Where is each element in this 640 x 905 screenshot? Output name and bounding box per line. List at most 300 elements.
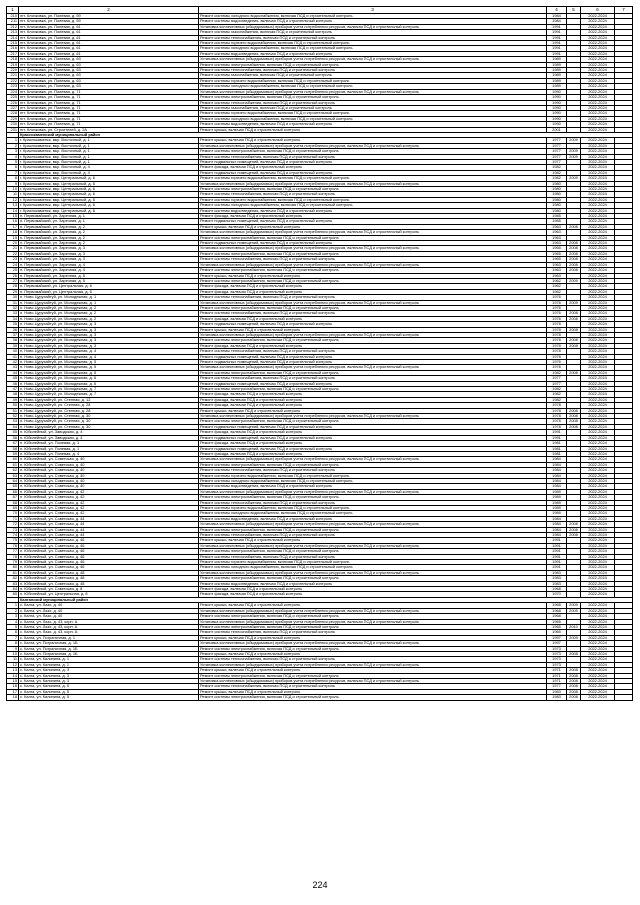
row-address: пгт. Кличковка, ул. Полевая, д. 59 bbox=[19, 14, 199, 19]
row-year-built: 1977 bbox=[547, 154, 567, 159]
row-planned-period: 2022-2024 bbox=[581, 289, 615, 294]
row-year-built: 1989 bbox=[547, 73, 567, 78]
row-address: п. Юбилейный, ул. Советская, д. 40 bbox=[19, 462, 199, 467]
row-work-type: Ремонт фасада, включая ПСД и строительный контроль bbox=[199, 397, 547, 402]
row-work-type: Ремонт системы теплоснабжения, включая ПСД и строительный контроль bbox=[199, 295, 547, 300]
row-year-built: 1977 bbox=[547, 684, 567, 689]
row-year-built: 1962 bbox=[547, 289, 567, 294]
row-planned-period: 2022-2024 bbox=[581, 46, 615, 51]
row-work-type: Ремонт системы водоотведения, включая ПСД и строительный контроль bbox=[199, 122, 547, 127]
header-col-1: 1 bbox=[7, 7, 19, 14]
row-planned-period: 2022-2024 bbox=[581, 332, 615, 337]
row-address: пгт. Кличковка, ул. Полевая, д. 71 bbox=[19, 89, 199, 94]
row-year-built: 1990 bbox=[547, 95, 567, 100]
row-planned-period: 2022-2024 bbox=[581, 630, 615, 635]
row-planned-period: 2022-2024 bbox=[581, 241, 615, 246]
row-work-type: Ремонт системы теплоснабжения, включая ПСД и строительный контроль bbox=[199, 533, 547, 538]
row-number: 48 bbox=[7, 392, 19, 397]
row-year-built: 1978 bbox=[547, 349, 567, 354]
row-year-built: 1982 bbox=[547, 397, 567, 402]
row-work-type: Установка коллективных (общедомовых) приборов учета потребления ресурсов, включая ПСД и строительный контроль bbox=[199, 619, 547, 624]
row-year-built: 1989 bbox=[547, 57, 567, 62]
row-number: 20 bbox=[7, 241, 19, 246]
row-year-built: 1984 bbox=[547, 478, 567, 483]
row-year-built: 1963 bbox=[547, 262, 567, 267]
row-planned-period: 2022-2024 bbox=[581, 24, 615, 29]
row-planned-period: 2022-2024 bbox=[581, 592, 615, 597]
row-planned-period: 2022-2024 bbox=[581, 35, 615, 40]
header-col-2: 2 bbox=[19, 7, 199, 14]
row-work-type: Ремонт крыши, включая ПСД и строительный контроль bbox=[199, 327, 547, 332]
row-address: пгт. Кличковка, ул. Полевая, д. 63 bbox=[19, 73, 199, 78]
row-number: 41 bbox=[7, 354, 19, 359]
row-address: п. Юбилейный, ул. Советская, д. 42 bbox=[19, 505, 199, 510]
row-number: 14 bbox=[7, 208, 19, 213]
row-address: п. Ново-Цурухайтуй, ул. Степная, д. 30 bbox=[19, 419, 199, 424]
row-planned-period: 2022-2024 bbox=[581, 538, 615, 543]
row-planned-period: 2022-2024 bbox=[581, 262, 615, 267]
row-number: 31 bbox=[7, 300, 19, 305]
row-number: 72 bbox=[7, 522, 19, 527]
row-work-type: Ремонт системы теплоснабжения, включая ПСД и строительный контроль bbox=[199, 657, 547, 662]
repair-schedule-table bbox=[6, 6, 633, 701]
row-planned-period: 2022-2024 bbox=[581, 192, 615, 197]
row-last-repair-year: 2008 bbox=[567, 257, 581, 262]
row-work-type: Ремонт системы холодного водоснабжения, включая ПСД и строительный контроль bbox=[199, 565, 547, 570]
row-address: пгт. Кличковка, ул. Полевая, д. 71 bbox=[19, 122, 199, 127]
row-year-built: 1976 bbox=[547, 300, 567, 305]
row-address: п. Ново-Цурухайтуй, ул. Молодежная, д. 2 bbox=[19, 316, 199, 321]
row-planned-period: 2022-2024 bbox=[581, 408, 615, 413]
row-planned-period: 2022-2024 bbox=[581, 500, 615, 505]
row-planned-period: 2022-2024 bbox=[581, 68, 615, 73]
row-number: 75 bbox=[7, 538, 19, 543]
row-number: 18 bbox=[7, 695, 19, 700]
row-planned-period: 2022-2024 bbox=[581, 30, 615, 35]
row-number: 12 bbox=[7, 662, 19, 667]
row-work-type: Установка коллективных (общедомовых) приборов учета потребления ресурсов, включая ПСД и строительный контроль bbox=[199, 678, 547, 683]
row-work-type: Установка коллективных (общедомовых) приборов учета потребления ресурсов, включая ПСД и строительный контроль bbox=[199, 181, 547, 186]
row-address: п. Ново-Цурухайтуй, ул. Молодежная, д. 5 bbox=[19, 365, 199, 370]
row-number: 15 bbox=[7, 214, 19, 219]
row-address: пгт. Кличковка, ул. Полевая, д. 63 bbox=[19, 62, 199, 67]
row-planned-period: 2022-2024 bbox=[581, 116, 615, 121]
row-last-repair-year: 2008 bbox=[567, 224, 581, 229]
row-number: 54 bbox=[7, 424, 19, 429]
row-year-built: 1981 bbox=[547, 451, 567, 456]
row-planned-period: 2022-2024 bbox=[581, 516, 615, 521]
row-year-built: 1977 bbox=[547, 381, 567, 386]
row-number: 16 bbox=[7, 219, 19, 224]
row-number: 211 bbox=[7, 19, 19, 24]
row-address: п. Ново-Цурухайтуй, ул. Молодежная, д. 7 bbox=[19, 392, 199, 397]
row-address: п. Ново-Цурухайтуй, ул. Степная, д. 28 bbox=[19, 408, 199, 413]
row-address: п. Юбилейный, ул. Советская, д. 40 bbox=[19, 473, 199, 478]
row-address: с. Калга, ул. Лазо, д. 40 bbox=[19, 603, 199, 608]
row-address: п. Юбилейный, ул. Советская, д. 46 bbox=[19, 560, 199, 565]
row-address: п. Юбилейный, ул. Советская, д. 48 bbox=[19, 570, 199, 575]
row-planned-period: 2022-2024 bbox=[581, 641, 615, 646]
row-planned-period: 2022-2024 bbox=[581, 387, 615, 392]
row-work-type: Ремонт системы холодного водоснабжения, включая ПСД и строительный контроль bbox=[199, 46, 547, 51]
row-year-built: 1989 bbox=[547, 495, 567, 500]
row-address: п. Ново-Цурухайтуй, ул. Молодежная, д. 5 bbox=[19, 370, 199, 375]
row-work-type: Ремонт системы электроснабжения, включая ПСД и строительный контроль bbox=[199, 462, 547, 467]
row-last-repair-year: 2008 bbox=[567, 241, 581, 246]
row-address: п. Ново-Цурухайтуй, ул. Молодежная, д. 1 bbox=[19, 295, 199, 300]
row-address: пгт. Кличковка, ул. Строителей, д. 2А bbox=[19, 127, 199, 132]
row-number: 221 bbox=[7, 73, 19, 78]
row-work-type: Ремонт фасада, включая ПСД и строительный контроль bbox=[199, 392, 547, 397]
row-planned-period: 2022-2024 bbox=[581, 295, 615, 300]
row-planned-period: 2022-2024 bbox=[581, 273, 615, 278]
row-address: п. Первомайский, ул. Центральная, д. 6 bbox=[19, 289, 199, 294]
row-work-type: Установка коллективных (общедомовых) приборов учета потребления ресурсов, включая ПСД и строительный контроль bbox=[199, 230, 547, 235]
row-work-type: Ремонт крыши, включая ПСД и строительный контроль bbox=[199, 603, 547, 608]
row-year-built: 1982 bbox=[547, 392, 567, 397]
row-address: п. Юбилейный, ул. Советская, д. 46 bbox=[19, 549, 199, 554]
row-year-built: 1971 bbox=[547, 668, 567, 673]
row-work-type: Ремонт подвальных помещений, включая ПСД и строительный контроль bbox=[199, 381, 547, 386]
row-year-built: 1985 bbox=[547, 219, 567, 224]
row-last-repair-year: 2008 bbox=[567, 343, 581, 348]
row-address: п. Ново-Цурухайтуй, ул. Степная, д. 28 bbox=[19, 403, 199, 408]
row-number: 1 bbox=[7, 138, 19, 143]
row-planned-period: 2022-2024 bbox=[581, 268, 615, 273]
row-year-built: 1997 bbox=[547, 641, 567, 646]
row-number: 223 bbox=[7, 84, 19, 89]
row-planned-period: 2022-2024 bbox=[581, 224, 615, 229]
row-address: с. Калга, ул. Пограничная, д. 1Б bbox=[19, 646, 199, 651]
row-planned-period: 2022-2024 bbox=[581, 197, 615, 202]
row-work-type: Ремонт системы теплоснабжения, включая ПСД и строительный контроль bbox=[199, 68, 547, 73]
row-number: 9 bbox=[7, 646, 19, 651]
row-number: 49 bbox=[7, 397, 19, 402]
row-number: 212 bbox=[7, 24, 19, 29]
row-work-type: Установка коллективных (общедомовых) приборов учета потребления ресурсов, включая ПСД и строительный контроль bbox=[199, 457, 547, 462]
row-work-type: Ремонт фасада, включая ПСД и строительный контроль bbox=[199, 403, 547, 408]
row-address: г. Краснокаменск, мкр. Центральный, д. 6 bbox=[19, 208, 199, 213]
row-planned-period: 2022-2024 bbox=[581, 457, 615, 462]
row-number: 3 bbox=[7, 614, 19, 619]
row-planned-period: 2022-2024 bbox=[581, 554, 615, 559]
row-planned-period: 2022-2024 bbox=[581, 424, 615, 429]
row-year-built: 1991 bbox=[547, 565, 567, 570]
row-number: 40 bbox=[7, 349, 19, 354]
row-planned-period: 2022-2024 bbox=[581, 603, 615, 608]
row-planned-period: 2022-2024 bbox=[581, 381, 615, 386]
row-planned-period: 2022-2024 bbox=[581, 187, 615, 192]
row-number: 65 bbox=[7, 484, 19, 489]
row-number: 83 bbox=[7, 581, 19, 586]
row-planned-period: 2022-2024 bbox=[581, 651, 615, 656]
row-address: пгт. Кличковка, ул. Полевая, д. 71 bbox=[19, 100, 199, 105]
row-planned-period: 2022-2024 bbox=[581, 668, 615, 673]
row-last-repair-year: 2008 bbox=[567, 327, 581, 332]
row-work-type: Установка коллективных (общедомовых) приборов учета потребления ресурсов, включая ПСД и строительный контроль bbox=[199, 570, 547, 575]
row-year-built: 1982 bbox=[547, 165, 567, 170]
row-number: 224 bbox=[7, 89, 19, 94]
row-work-type: Ремонт фасада, включая ПСД и строительный контроль bbox=[199, 316, 547, 321]
row-number: 77 bbox=[7, 549, 19, 554]
row-year-built: 1983 bbox=[547, 570, 567, 575]
row-work-type: Ремонт системы электроснабжения, включая ПСД и строительный контроль bbox=[199, 235, 547, 240]
row-planned-period: 2022-2024 bbox=[581, 581, 615, 586]
row-planned-period: 2022-2024 bbox=[581, 430, 615, 435]
row-number: 53 bbox=[7, 419, 19, 424]
row-address: пгт. Кличковка, ул. Полевая, д. 61 bbox=[19, 24, 199, 29]
row-address: пгт. Кличковка, ул. Полевая, д. 61 bbox=[19, 51, 199, 56]
row-last-repair-year: 2009 bbox=[567, 176, 581, 181]
row-work-type: Ремонт системы газоснабжения, включая ПСД и строительный контроль bbox=[199, 105, 547, 110]
row-work-type: Ремонт фасада, включая ПСД и строительный контроль bbox=[199, 592, 547, 597]
row-year-built: 1978 bbox=[547, 419, 567, 424]
row-last-repair-year: 2008 bbox=[567, 311, 581, 316]
row-number: 227 bbox=[7, 105, 19, 110]
row-planned-period: 2022-2024 bbox=[581, 349, 615, 354]
row-number: 7 bbox=[7, 635, 19, 640]
row-address: с. Калга, ул. Лазо, д. 43, корп. А bbox=[19, 624, 199, 629]
row-year-built: 1977 bbox=[547, 376, 567, 381]
row-number: 217 bbox=[7, 51, 19, 56]
row-planned-period: 2022-2024 bbox=[581, 441, 615, 446]
row-work-type: Ремонт системы электроснабжения, включая ПСД и строительный контроль bbox=[199, 305, 547, 310]
row-planned-period: 2022-2024 bbox=[581, 587, 615, 592]
row-year-built: 1989 bbox=[547, 78, 567, 83]
row-year-built: 1965 bbox=[547, 246, 567, 251]
row-planned-period: 2022-2024 bbox=[581, 170, 615, 175]
row-address: п. Юбилейный, ул. Советская, д. 40 bbox=[19, 478, 199, 483]
row-last-repair-year: 2008 bbox=[567, 424, 581, 429]
section-title: Калганский муниципальный район bbox=[19, 597, 633, 602]
row-planned-period: 2022-2024 bbox=[581, 19, 615, 24]
row-address: п. Юбилейный, ул. Советская, д. 40 bbox=[19, 484, 199, 489]
row-address: п. Первомайский, ул. Заречная, д. 3 bbox=[19, 246, 199, 251]
row-address: пгт. Кличковка, ул. Полевая, д. 71 bbox=[19, 105, 199, 110]
row-number: 8 bbox=[7, 641, 19, 646]
row-address: п. Юбилейный, ул. Советская, д. 40 bbox=[19, 468, 199, 473]
row-work-type: Ремонт системы газоснабжения, включая ПСД и строительный контроль bbox=[199, 30, 547, 35]
row-year-built: 1980 bbox=[547, 187, 567, 192]
row-year-built: 1990 bbox=[547, 100, 567, 105]
row-work-type: Ремонт системы теплоснабжения, включая ПСД и строительный контроль bbox=[199, 192, 547, 197]
row-year-built: 1984 bbox=[547, 516, 567, 521]
row-address: с. Калга, ул. Калинина, д. 1 bbox=[19, 662, 199, 667]
row-address: п. Первомайский, ул. Заречная, д. 2 bbox=[19, 241, 199, 246]
row-planned-period: 2022-2024 bbox=[581, 489, 615, 494]
row-work-type: Ремонт фасада, включая ПСД и строительный контроль bbox=[199, 289, 547, 294]
row-work-type: Ремонт крыши, включая ПСД и строительный контроль bbox=[199, 689, 547, 694]
row-planned-period: 2022-2024 bbox=[581, 57, 615, 62]
row-address: п. Юбилейный, ул. Советская, д. 44 bbox=[19, 527, 199, 532]
row-number: 225 bbox=[7, 95, 19, 100]
row-last-repair-year: 2008 bbox=[567, 316, 581, 321]
row-address: п. Ново-Цурухайтуй, ул. Степная, д. 30 bbox=[19, 424, 199, 429]
row-last-repair-year: 2008 bbox=[567, 533, 581, 538]
row-address: п. Юбилейный, ул. Заводская, д. 4 bbox=[19, 430, 199, 435]
row-year-built: 1990 bbox=[547, 122, 567, 127]
row-address: п. Первомайский, ул. Заречная, д. 1 bbox=[19, 214, 199, 219]
row-planned-period: 2022-2024 bbox=[581, 149, 615, 154]
row-address: п. Юбилейный, ул. Полевая, д. 4 bbox=[19, 451, 199, 456]
row-address: пгт. Кличковка, ул. Полевая, д. 63 bbox=[19, 84, 199, 89]
row-work-type: Установка коллективных (общедомовых) приборов учета потребления ресурсов, включая ПСД и строительный контроль bbox=[199, 89, 547, 94]
row-work-type: Ремонт подвальных помещений, включая ПСД и строительный контроль bbox=[199, 435, 547, 440]
row-year-built: 1991 bbox=[547, 560, 567, 565]
row-work-type: Ремонт системы холодного водоснабжения, включая ПСД и строительный контроль bbox=[199, 511, 547, 516]
row-work-type: Ремонт фасада, включая ПСД и строительный контроль bbox=[199, 587, 547, 592]
row-work-type: Ремонт системы электроснабжения, включая ПСД и строительный контроль bbox=[199, 527, 547, 532]
row-year-built: 1965 bbox=[547, 624, 567, 629]
header-col-4: 4 bbox=[547, 7, 567, 14]
row-work-type: Ремонт крыши, включая ПСД и строительный контроль bbox=[199, 635, 547, 640]
row-address: п. Первомайский, ул. Заречная, д. 3 bbox=[19, 251, 199, 256]
row-number: 13 bbox=[7, 668, 19, 673]
row-planned-period: 2022-2024 bbox=[581, 127, 615, 132]
row-address: с. Калга, ул. Лазо, д. 40 bbox=[19, 614, 199, 619]
row-last-repair-year: 2009 bbox=[567, 635, 581, 640]
row-number: 6 bbox=[7, 165, 19, 170]
row-number: 39 bbox=[7, 343, 19, 348]
row-planned-period: 2022-2024 bbox=[581, 365, 615, 370]
row-work-type: Установка коллективных (общедомовых) приборов учета потребления ресурсов, включая ПСД и строительный контроль bbox=[199, 365, 547, 370]
row-number: 12 bbox=[7, 197, 19, 202]
row-year-built: 1978 bbox=[547, 322, 567, 327]
row-address: п. Юбилейный, ул. Советская, д. 48 bbox=[19, 576, 199, 581]
row-planned-period: 2022-2024 bbox=[581, 322, 615, 327]
row-number: 81 bbox=[7, 570, 19, 575]
row-last-repair-year: 2008 bbox=[567, 522, 581, 527]
row-planned-period: 2022-2024 bbox=[581, 78, 615, 83]
row-address: г. Краснокаменск, мкр. Центральный, д. 6 bbox=[19, 181, 199, 186]
row-work-type: Ремонт системы электроснабжения, включая ПСД и строительный контроль bbox=[199, 549, 547, 554]
row-year-built: 1983 bbox=[547, 581, 567, 586]
row-year-built: 1982 bbox=[547, 170, 567, 175]
row-planned-period: 2022-2024 bbox=[581, 159, 615, 164]
row-year-built: 1976 bbox=[547, 365, 567, 370]
row-number: 78 bbox=[7, 554, 19, 559]
row-number: 17 bbox=[7, 689, 19, 694]
row-year-built: 1978 bbox=[547, 332, 567, 337]
row-address: п. Юбилейный, ул. Советская, д. 42 bbox=[19, 511, 199, 516]
row-planned-period: 2022-2024 bbox=[581, 397, 615, 402]
row-work-type: Ремонт системы теплоснабжения, включая ПСД и строительный контроль bbox=[199, 376, 547, 381]
row-number: 19 bbox=[7, 235, 19, 240]
row-work-type: Ремонт системы электроснабжения, включая ПСД и строительный контроль bbox=[199, 95, 547, 100]
section-title: Краснокаменский муниципальный район bbox=[19, 132, 633, 137]
row-work-type: Ремонт подвальных помещений, включая ПСД и строительный контроль bbox=[199, 446, 547, 451]
row-work-type: Ремонт системы теплоснабжения, включая ПСД и строительный контроль bbox=[199, 684, 547, 689]
row-planned-period: 2022-2024 bbox=[581, 251, 615, 256]
row-number: 16 bbox=[7, 684, 19, 689]
row-work-type: Ремонт системы теплоснабжения, включая ПСД и строительный контроль bbox=[199, 630, 547, 635]
row-number: 18 bbox=[7, 230, 19, 235]
row-work-type: Ремонт крыши, включая ПСД и строительный контроль bbox=[199, 651, 547, 656]
row-work-type: Установка коллективных (общедомовых) приборов учета потребления ресурсов, включая ПСД и строительный контроль bbox=[199, 143, 547, 148]
row-address: п. Первомайский, ул. Заречная, д. 5 bbox=[19, 278, 199, 283]
row-year-built: 1984 bbox=[547, 533, 567, 538]
row-last-repair-year: 2008 bbox=[567, 262, 581, 267]
row-planned-period: 2022-2024 bbox=[581, 214, 615, 219]
row-address: п. Ново-Цурухайтуй, ул. Молодежная, д. 3 bbox=[19, 338, 199, 343]
row-address: пгт. Кличковка, ул. Полевая, д. 61 bbox=[19, 41, 199, 46]
row-number: 2 bbox=[7, 143, 19, 148]
row-work-type: Ремонт системы электроснабжения, включая ПСД и строительный контроль bbox=[199, 268, 547, 273]
row-address: с. Калга, ул. Калинина, д. 5 bbox=[19, 695, 199, 700]
row-number: 5 bbox=[7, 624, 19, 629]
row-last-repair-year: 2009 bbox=[567, 154, 581, 159]
row-number: 42 bbox=[7, 360, 19, 365]
row-address: п. Юбилейный, ул. Советская, д. 44 bbox=[19, 522, 199, 527]
row-number: 13 bbox=[7, 203, 19, 208]
row-address: п. Ново-Цурухайтуй, ул. Молодежная, д. 6 bbox=[19, 381, 199, 386]
row-address: г. Краснокаменск, мкр. Центральный, д. 6 bbox=[19, 197, 199, 202]
row-address: г. Краснокаменск, мкр. Восточный, д. 1 bbox=[19, 143, 199, 148]
row-year-built: 1984 bbox=[547, 14, 567, 19]
row-year-built: 1982 bbox=[547, 176, 567, 181]
row-planned-period: 2022-2024 bbox=[581, 462, 615, 467]
row-work-type: Установка коллективных (общедомовых) приборов учета потребления ресурсов, включая ПСД и строительный контроль bbox=[199, 414, 547, 419]
row-work-type: Ремонт системы холодного водоснабжения, включая ПСД и строительный контроль bbox=[199, 14, 547, 19]
row-work-type: Ремонт системы теплоснабжения, включая ПСД и строительный контроль bbox=[199, 349, 547, 354]
row-planned-period: 2022-2024 bbox=[581, 635, 615, 640]
row-year-built: 1976 bbox=[547, 305, 567, 310]
row-year-built: 1989 bbox=[547, 489, 567, 494]
row-address: г. Краснокаменск, мкр. Восточный, д. 1 bbox=[19, 149, 199, 154]
row-address: пгт. Кличковка, ул. Полевая, д. 61 bbox=[19, 46, 199, 51]
row-planned-period: 2022-2024 bbox=[581, 300, 615, 305]
row-number: 26 bbox=[7, 273, 19, 278]
row-year-built: 1977 bbox=[547, 149, 567, 154]
row-planned-period: 2022-2024 bbox=[581, 111, 615, 116]
row-planned-period: 2022-2024 bbox=[581, 105, 615, 110]
row-work-type: Ремонт системы горячего водоснабжения, включая ПСД и строительный контроль bbox=[199, 176, 547, 181]
row-number: 8 bbox=[7, 176, 19, 181]
row-year-built: 1989 bbox=[547, 84, 567, 89]
row-address: п. Юбилейный, ул. Полевая, д. 1 bbox=[19, 446, 199, 451]
row-year-built: 1984 bbox=[547, 473, 567, 478]
row-planned-period: 2022-2024 bbox=[581, 235, 615, 240]
table-body bbox=[7, 14, 633, 701]
row-number: 17 bbox=[7, 224, 19, 229]
row-address: пгт. Кличковка, ул. Полевая, д. 71 bbox=[19, 111, 199, 116]
row-planned-period: 2022-2024 bbox=[581, 684, 615, 689]
row-year-built: 1968 bbox=[547, 614, 567, 619]
row-number: 22 bbox=[7, 251, 19, 256]
row-address: пгт. Кличковка, ул. Полевая, д. 63 bbox=[19, 78, 199, 83]
row-number: 14 bbox=[7, 673, 19, 678]
row-work-type: Ремонт системы холодного водоснабжения, включая ПСД и строительный контроль bbox=[199, 478, 547, 483]
row-address: с. Калга, ул. Калинина, д. 1 bbox=[19, 657, 199, 662]
row-work-type: Ремонт подвальных помещений, включая ПСД и строительный контроль bbox=[199, 159, 547, 164]
row-number: 10 bbox=[7, 651, 19, 656]
row-work-type: Ремонт крыши, включая ПСД и строительный контроль bbox=[199, 127, 547, 132]
row-planned-period: 2022-2024 bbox=[581, 646, 615, 651]
row-number: 32 bbox=[7, 305, 19, 310]
row-number: 43 bbox=[7, 365, 19, 370]
row-number: 10 bbox=[7, 187, 19, 192]
row-number: 215 bbox=[7, 41, 19, 46]
row-number: 35 bbox=[7, 322, 19, 327]
row-address: г. Краснокаменск, мкр. Восточный, д. 4 bbox=[19, 165, 199, 170]
row-address: п. Юбилейный, ул. Советская, д. 46 bbox=[19, 538, 199, 543]
row-address: г. Краснокаменск, мкр. Центральный, д. 6 bbox=[19, 192, 199, 197]
row-number: 37 bbox=[7, 332, 19, 337]
row-planned-period: 2022-2024 bbox=[581, 51, 615, 56]
row-address: с. Калга, ул. Пограничная, д. 1Б bbox=[19, 651, 199, 656]
row-address: г. Краснокаменск, мкр. Центральный, д. 6 bbox=[19, 203, 199, 208]
row-work-type: Ремонт крыши, включая ПСД и строительный контроль bbox=[199, 138, 547, 143]
